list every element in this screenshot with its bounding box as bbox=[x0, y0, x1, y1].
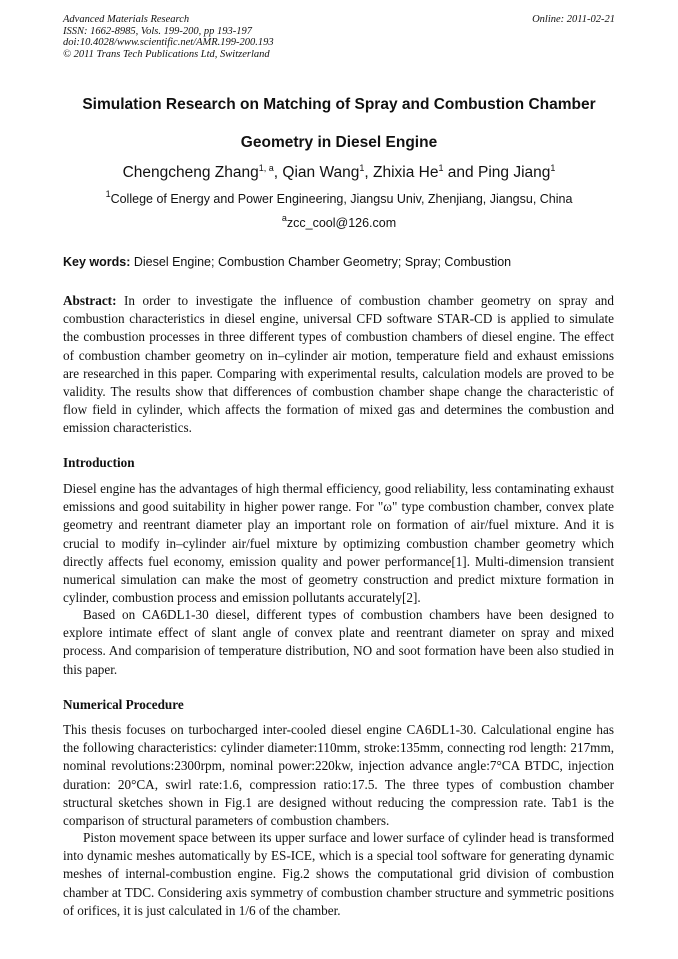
author-separator: , bbox=[364, 164, 374, 181]
author-affiliation-mark: 1, a bbox=[258, 163, 274, 173]
introduction-paragraph-1: Diesel engine has the advantages of high thermal efficiency, good reliability, less contaminating exhaust emissions and good suitability in higher power range. For "ω" type combustion chamber, convex plate geometry and reentrant diameter play an important role on formation of air/fuel mixture. And it is crucial to modify in–cylinder air/fuel mixture by optimizing combustion chamber geometry which directly affects fuel economy, emission quality and power performance[1]. Multi-dimension transient numerical simulation can make the most of geometry construction and predict mixture formation in cylinder, combustion process and emission pollutants accurately[2]. bbox=[63, 481, 614, 606]
author-affiliation-mark: 1 bbox=[550, 163, 556, 173]
doi-line: doi:10.4028/www.scientific.net/AMR.199-200.193 bbox=[63, 37, 274, 48]
affiliation-mark: 1 bbox=[105, 189, 111, 199]
numerical-procedure-heading: Numerical Procedure bbox=[63, 697, 184, 712]
paper-title-line-2: Geometry in Diesel Engine bbox=[240, 134, 438, 151]
online-date: Online: 2011-02-21 bbox=[532, 14, 615, 25]
author-name: Zhixia He bbox=[373, 164, 439, 181]
email-text: zcc_cool@126.com bbox=[286, 216, 397, 230]
abstract-label: Abstract: bbox=[63, 293, 117, 308]
author-list bbox=[40, 164, 638, 182]
author-separator: and bbox=[443, 164, 478, 181]
abstract-text: In order to investigate the influence of combustion chamber geometry on spray and combustion characteristics in diesel engine, universal CFD software STAR-CD is applied to simulate the combustion processes in three different types of combustion chambers of diesel engine. The effect of combustion chamber geometry on in–cylinder air motion, temperature field and exhaust emissions are researched in this paper. Comparing with experimental results, calculation models are proved to be validity. The results show that differences of combustion chamber shape change the characteristic of flow field in cylinder, which affects the formation of mixed gas and determines the combustion and emission characteristics. bbox=[63, 293, 614, 436]
author-name: Ping Jiang bbox=[477, 164, 551, 181]
copyright-line: © 2011 Trans Tech Publications Ltd, Switzerland bbox=[63, 48, 270, 60]
journal-header bbox=[63, 14, 274, 60]
introduction-heading: Introduction bbox=[63, 455, 135, 470]
affiliation bbox=[40, 189, 638, 206]
abstract bbox=[63, 292, 614, 438]
author-name: Chengcheng Zhang bbox=[122, 164, 259, 181]
paper-title-line-1: Simulation Research on Matching of Spray and Combustion Chamber bbox=[82, 96, 596, 113]
issn-line: ISSN: 1662-8985, Vols. 199-200, pp 193-197 bbox=[63, 25, 252, 37]
email-mark: a bbox=[281, 213, 287, 223]
introduction-paragraph-2: Based on CA6DL1-30 diesel, different types of combustion chambers have been designed to explore intimate effect of slant angle of convex plate and reentrant diameter on spray and mixed process. And comparision of temperature distribution, NO and soot formation have been also studied in this paper. bbox=[63, 607, 614, 677]
affiliation-text: College of Energy and Power Engineering, Jiangsu Univ, Zhenjiang, Jiangsu, China bbox=[110, 192, 573, 206]
journal-name: Advanced Materials Research bbox=[63, 14, 190, 25]
contact-email bbox=[40, 213, 638, 230]
keywords bbox=[63, 255, 615, 269]
numerical-paragraph-1: This thesis focuses on turbocharged inter-cooled diesel engine CA6DL1-30. Calculational engine has the following characteristics: cylinder diameter:110mm, stroke:135mm, connecting rod length: 217mm, nominal revolutions:2300rpm, nominal power:220kw, injection advance angle:7°CA BTDC, injection duration: 20°CA, swirl rate:1.6, compression ratio:17.5. The three types of combustion chamber structural sketches shown in Fig.1 are designed without reducing the compression rate. Tab1 is the comparison of structural parameters of combustion chambers. bbox=[63, 722, 614, 829]
author-separator: , bbox=[273, 164, 283, 181]
keywords-text: Diesel Engine; Combustion Chamber Geometry; Spray; Combustion bbox=[130, 255, 512, 269]
author-name: Qian Wang bbox=[282, 164, 360, 181]
author-affiliation-mark: 1 bbox=[359, 163, 365, 173]
author-affiliation-mark: 1 bbox=[438, 163, 444, 173]
numerical-paragraph-2: Piston movement space between its upper surface and lower surface of cylinder head is transformed into dynamic meshes automatically by ES-ICE, which is a special tool software for generating dynamic meshes of internal-combustion engine. Fig.2 shows the computational grid division of combustion chamber at TDC. Considering axis symmetry of combustion chamber structure and symmetric positions of orifices, it is just calculated in 1/6 of the chamber. bbox=[63, 830, 614, 918]
keywords-label: Key words: bbox=[63, 255, 131, 269]
